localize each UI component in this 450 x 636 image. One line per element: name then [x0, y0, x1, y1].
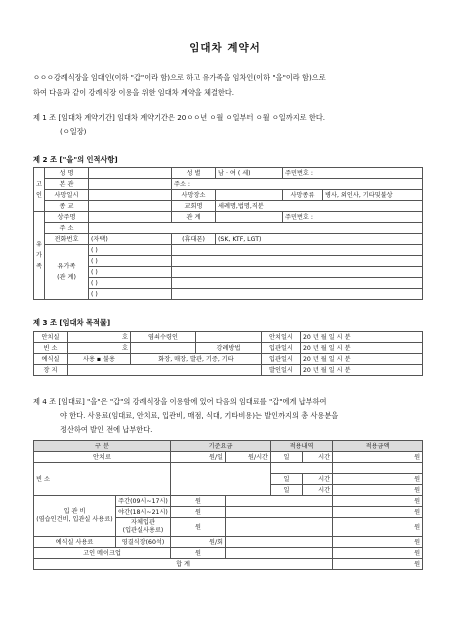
article-2-heading — [33, 153, 423, 167]
sex-label: 성 별 — [172, 168, 216, 179]
fee-table — [33, 440, 423, 570]
family-relation-label: 유가족 (관 계) — [45, 245, 89, 300]
cell[interactable]: 20 년 월 일 시 분 — [301, 332, 423, 343]
cell[interactable]: 원 — [333, 537, 423, 548]
deceased-group-label: 고 인 — [34, 168, 45, 212]
death-type-label: 사망종류 — [283, 190, 323, 201]
article-1-line: 제 1 조 [임대차 계약기간] 임대차 계약기간은 20ㅇㅇ년 ㅇ월 ㅇ일부터 ㅇ월 ㅇ일까지로 한다. — [33, 113, 326, 122]
room-detail-empty[interactable] — [271, 463, 333, 474]
death-type-value[interactable]: 병사, 외인사, 기타및불상 — [323, 190, 423, 201]
domicile-value[interactable] — [89, 179, 172, 190]
rrn2-label[interactable]: 주민번호 : — [283, 212, 423, 223]
cell[interactable]: 일 — [271, 485, 303, 496]
family-detail[interactable] — [172, 278, 423, 289]
document-title: 임대차 계약서 — [189, 42, 261, 54]
cell[interactable]: 원 — [333, 518, 423, 537]
family-group-label: 유 가 족 — [34, 212, 45, 300]
table-row — [34, 463, 423, 474]
header-detail: 적용내역 — [271, 441, 333, 452]
cell: 강례방법 — [196, 343, 262, 354]
address2-value[interactable] — [89, 223, 423, 234]
cell[interactable]: 원 — [171, 507, 226, 518]
cell[interactable] — [131, 343, 196, 354]
cell[interactable]: 화장, 매장, 발관, 기증, 기타 — [131, 354, 262, 365]
table-row — [34, 168, 423, 179]
cell: 입관일시 — [262, 343, 301, 354]
cell[interactable] — [226, 496, 333, 507]
cell[interactable] — [226, 518, 333, 537]
cell[interactable]: 시간 — [303, 474, 333, 485]
article-2-title: 제 2 조 ["을"의 인적사항] — [33, 155, 118, 164]
night-label: 야간(18시~21시) — [116, 507, 171, 518]
cell[interactable] — [226, 537, 333, 548]
cell: 예식실 — [34, 354, 68, 365]
cell: 안치일시 — [262, 332, 301, 343]
article-4-line: 제 4 조 [임대료] "을"은 "갑"의 강례식장을 이용함에 있어 다음의 임대료를 "갑"에게 납부하여 — [33, 397, 327, 406]
table-row — [34, 190, 423, 201]
cell[interactable]: 원/회 — [171, 537, 226, 548]
cell[interactable]: 호 — [68, 332, 131, 343]
article-4-line: 야 한다. 사용료(임대료, 안치료, 입관비, 매점, 식대, 기타비용)는 발인까지의 총 사용분을 — [60, 411, 339, 420]
church-value[interactable]: 세례명,법명,직분 — [216, 201, 423, 212]
cell[interactable] — [226, 507, 333, 518]
daytime-label: 주간(09시~17시) — [116, 496, 171, 507]
table-row — [34, 212, 423, 223]
cell[interactable]: 원/일 — [171, 452, 226, 463]
table-row — [34, 548, 423, 559]
table-row — [34, 537, 423, 548]
table-row — [34, 496, 423, 507]
total-amount[interactable]: 원 — [333, 559, 423, 570]
header-amount: 적용금액 — [333, 441, 423, 452]
morgue-label: 안치료 — [34, 452, 171, 463]
chief-label: 상주명 — [45, 212, 89, 223]
table-row — [34, 452, 423, 463]
article-4-line: 정산하여 발인 전에 납부한다. — [60, 425, 153, 434]
cell[interactable]: 원 — [333, 496, 423, 507]
cell: 입관일시 — [262, 354, 301, 365]
cell[interactable]: 20 년 월 일 시 분 — [301, 343, 423, 354]
death-date-value[interactable] — [89, 190, 172, 201]
header-division: 구 분 — [34, 441, 171, 452]
intro-paragraph — [33, 70, 421, 100]
family-detail[interactable] — [172, 289, 423, 300]
table-row — [34, 354, 423, 365]
header-base: 기준요금 — [171, 441, 271, 452]
room-label: 빈 소 — [34, 463, 171, 496]
relation-value[interactable] — [216, 212, 283, 223]
cell[interactable]: 원 — [333, 474, 423, 485]
death-place-label: 사망장소 — [172, 190, 216, 201]
cell[interactable]: 20 년 월 일 시 분 — [301, 365, 423, 376]
table-row — [34, 343, 423, 354]
article-1-line: (ㅇ일장) — [60, 127, 87, 136]
chief-value[interactable] — [89, 212, 172, 223]
self-coffin-label: 자체입관 (입관실사용료) — [116, 518, 171, 537]
cell[interactable]: 원 — [333, 548, 423, 559]
room-base[interactable] — [171, 463, 271, 496]
total-label: 합 계 — [34, 559, 333, 570]
phone-label: 전화번호 — [45, 234, 89, 245]
cell[interactable]: 사용 ▪ 불용 — [68, 354, 131, 365]
coffin-label: 입 관 비 (염습인건비, 입관실 사용료) — [34, 496, 116, 537]
cell[interactable]: 시간 — [303, 452, 333, 463]
death-place-value[interactable] — [216, 190, 283, 201]
cell: 염쇠수령인 — [131, 332, 196, 343]
rental-object-table — [33, 331, 423, 376]
table-row — [34, 278, 423, 289]
intro-line: ㅇㅇㅇ강례식장을 임대인(이하 "갑"이라 함)으로 하고 유가족을 임차인(이하 "을"이라 함)으로 — [33, 73, 326, 82]
church-label: 교회명 — [172, 201, 216, 212]
cell: 안치실 — [34, 332, 68, 343]
table-row — [34, 245, 423, 256]
table-row — [34, 201, 423, 212]
death-date-label: 사망일시 — [45, 190, 89, 201]
family-relation-value[interactable]: ( ) — [89, 278, 172, 289]
table-row — [34, 256, 423, 267]
personal-info-table — [33, 167, 423, 300]
ceremony-label: 예식실 사용료 — [34, 537, 116, 548]
cell: 빈 소 — [34, 343, 68, 354]
table-row — [34, 234, 423, 245]
cell[interactable]: 원 — [333, 485, 423, 496]
family-relation-value[interactable]: ( ) — [89, 245, 172, 256]
ceremony-sub-label: 영결식장(60석) — [116, 537, 171, 548]
family-relation-value[interactable]: ( ) — [89, 267, 172, 278]
table-row — [34, 289, 423, 300]
cell: 장 지 — [34, 365, 68, 376]
room-amount-empty[interactable] — [333, 463, 423, 474]
name-value[interactable] — [89, 168, 172, 179]
table-row — [34, 267, 423, 278]
table-row — [34, 223, 423, 234]
family-detail[interactable] — [172, 267, 423, 278]
address-label[interactable]: 주소 : — [172, 179, 423, 190]
cell[interactable]: 원 — [333, 507, 423, 518]
phone-home[interactable]: (자택) — [89, 234, 172, 245]
sex-value[interactable]: 남 · 여 ( 세) — [216, 168, 283, 179]
cell[interactable]: 호 — [68, 343, 131, 354]
address2-label: 주 소 — [45, 223, 89, 234]
religion-value[interactable] — [89, 201, 172, 212]
phone-carrier: (SK, KTF, LGT) — [216, 234, 423, 245]
fee-header-row — [34, 441, 423, 452]
table-row — [34, 179, 423, 190]
cell[interactable]: 원/시간 — [226, 452, 271, 463]
family-relation-value[interactable]: ( ) — [89, 256, 172, 267]
phone-mobile[interactable]: (휴대폰) — [172, 234, 216, 245]
intro-line: 하여 다음과 같이 강례식장 이용을 위한 임대차 계약을 체결한다. — [33, 88, 235, 97]
cell[interactable] — [226, 548, 333, 559]
cell[interactable]: 원 — [333, 452, 423, 463]
rrn-label[interactable]: 주민번호 : — [283, 168, 423, 179]
name-label: 성 명 — [45, 168, 89, 179]
cell[interactable]: 원 — [171, 496, 226, 507]
table-row — [34, 332, 423, 343]
total-row — [34, 559, 423, 570]
cell[interactable]: 원 — [171, 548, 226, 559]
cell[interactable]: 시간 — [303, 485, 333, 496]
article-1 — [33, 111, 423, 139]
cell[interactable]: 일 — [271, 452, 303, 463]
cell[interactable] — [68, 365, 262, 376]
article-3-title: 제 3 조 [임대차 목적물] — [33, 318, 111, 327]
cell[interactable]: 일 — [271, 474, 303, 485]
cell[interactable] — [196, 332, 262, 343]
cell: 발인일시 — [262, 365, 301, 376]
family-relation-value[interactable]: ( ) — [89, 289, 172, 300]
cell[interactable]: 20 년 월 일 시 분 — [301, 354, 423, 365]
cell[interactable]: 원 — [171, 518, 226, 537]
article-4 — [33, 395, 423, 437]
family-detail[interactable] — [172, 245, 423, 256]
table-row — [34, 365, 423, 376]
domicile-label: 본 관 — [45, 179, 89, 190]
relation-label: 관 계 — [172, 212, 216, 223]
family-detail[interactable] — [172, 256, 423, 267]
article-3-heading — [33, 316, 423, 330]
religion-label: 종 교 — [45, 201, 89, 212]
makeup-label: 고인 메이크업 — [34, 548, 171, 559]
